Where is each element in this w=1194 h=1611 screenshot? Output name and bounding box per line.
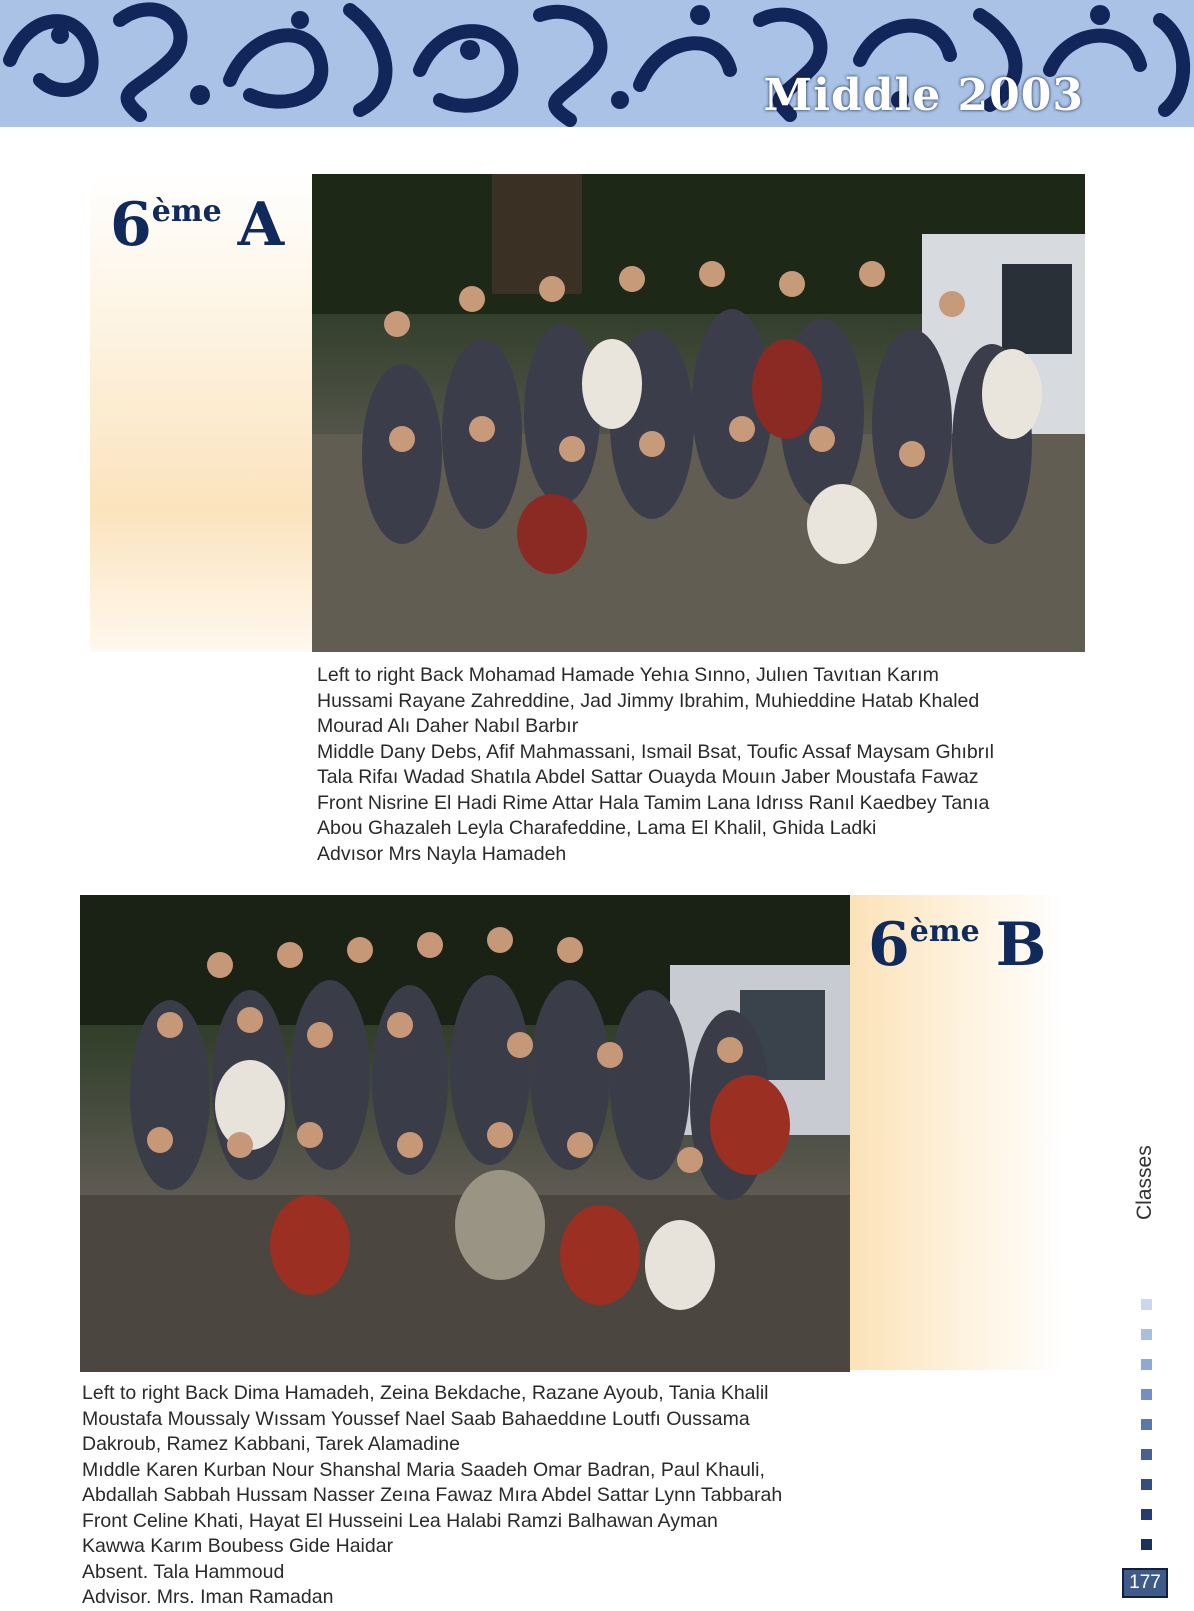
header-banner [0, 0, 1194, 127]
class-superscript: ème [909, 914, 980, 949]
section-marker [1141, 1419, 1152, 1430]
caption-line: Absent. Tala Hammoud [82, 1560, 285, 1583]
caption-line: Abdallah Sabbah Hussam Nasser Zeına Fawaz Mıra Abdel Sattar Lynn Tabbarah [82, 1484, 783, 1506]
section-label: Classes [1133, 1145, 1156, 1220]
caption-6a [317, 663, 1097, 867]
class-heading-6a [110, 190, 284, 260]
caption-line: Abou Ghazaleh Leyla Charafeddine, Lama El Khalil, Ghida Ladki [317, 817, 877, 839]
caption-line: Kawwa Karım Boubess Gide Haidar [82, 1535, 394, 1557]
page-number: 177 [1122, 1568, 1168, 1598]
section-marker [1141, 1539, 1152, 1550]
caption-line: Left to right Back Mohamad Hamade Yehıa Sınno, Julıen Tavıtıan Karım [317, 664, 939, 686]
caption-line: Left to right Back Dima Hamadeh, Zeina Bekdache, Razane Ayoub, Tania Khalil [82, 1382, 769, 1404]
class-number: 6 [868, 910, 910, 980]
caption-line: Dakroub, Ramez Kabbani, Tarek Alamadine [82, 1433, 460, 1455]
caption-line: Front Nisrine El Hadi Rime Attar Hala Tamim Lana Idrıss Ranıl Kaedbey Tanıa [317, 791, 990, 814]
caption-6b [82, 1381, 862, 1611]
class-letter: A [237, 190, 285, 260]
section-marker [1141, 1299, 1152, 1310]
section-marker [1141, 1449, 1152, 1460]
caption-line: Front Celine Khati, Hayat El Husseini Lea Halabi Ramzi Balhawan Ayman [82, 1509, 718, 1532]
caption-line: Advisor. Mrs. Iman Ramadan [82, 1586, 334, 1608]
class-superscript: ème [151, 194, 222, 229]
section-marker [1141, 1509, 1152, 1520]
photo-placeholder [80, 895, 850, 1372]
section-marker [1141, 1329, 1152, 1340]
caption-line: Advısor Mrs Nayla Hamadeh [317, 842, 567, 865]
class-number: 6 [110, 190, 152, 260]
caption-line: Hussami Rayane Zahreddine, Jad Jimmy Ibrahim, Muhieddine Hatab Khaled [317, 689, 980, 712]
page-title: Middle 2003 [763, 70, 1084, 121]
class-photo-6a [312, 174, 1085, 652]
caption-line: Tala Rifaı Wadad Shatıla Abdel Sattar Ouayda Mouın Jaber Moustafa Fawaz [317, 766, 979, 788]
caption-line: Middle Dany Debs, Afif Mahmassani, Ismail Bsat, Toufic Assaf Maysam Ghıbrıl [317, 740, 994, 763]
class-photo-6b [80, 895, 850, 1372]
section-marker [1141, 1359, 1152, 1370]
section-marker [1141, 1479, 1152, 1490]
caption-line: Mıddle Karen Kurban Nour Shanshal Maria Saadeh Omar Badran, Paul Khauli, [82, 1458, 765, 1481]
class-heading-6b [868, 910, 1046, 980]
caption-line: Moustafa Moussaly Wıssam Youssef Nael Saab Bahaeddıne Loutfı Oussama [82, 1407, 750, 1430]
caption-line: Mourad Alı Daher Nabıl Barbır [317, 715, 579, 737]
photo-placeholder [312, 174, 1085, 652]
section-marker [1141, 1389, 1152, 1400]
class-letter: B [995, 910, 1047, 980]
